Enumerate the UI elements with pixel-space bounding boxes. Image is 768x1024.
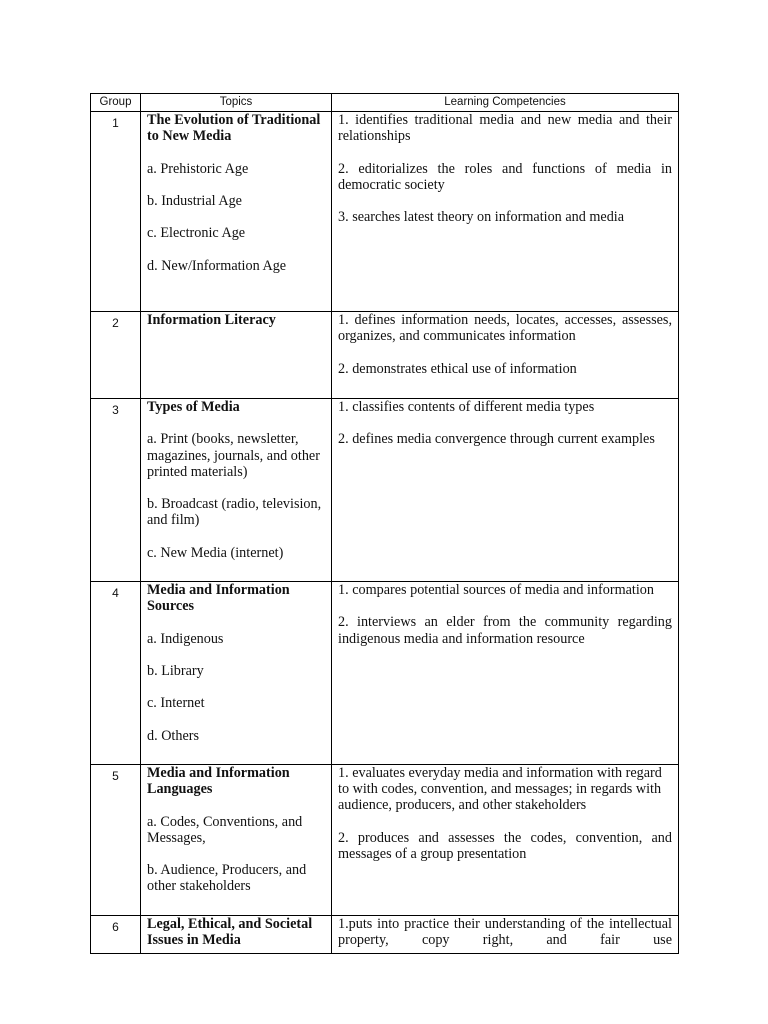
group-number: 5 <box>91 765 141 916</box>
competency-cell <box>332 582 679 765</box>
subtopic: d. New/Information Age <box>147 257 287 274</box>
competency: 2. interviews an elder from the community regarding indigenous media and information resource <box>338 614 672 647</box>
topic-title: Information Literacy <box>147 312 276 328</box>
topic-title: Legal, Ethical, and Societal Issues in Media <box>147 916 313 949</box>
competency-cell <box>332 765 679 916</box>
table-row <box>91 112 679 312</box>
competency-table <box>90 93 679 954</box>
competency: 1. defines information needs, locates, accesses, assesses, organizes, and communicates information <box>338 312 672 345</box>
topic-title: The Evolution of Traditional to New Media <box>147 112 321 145</box>
subtopic: c. New Media (internet) <box>147 544 284 561</box>
subtopic: a. Codes, Conventions, and Messages, <box>147 813 303 846</box>
competency-cell <box>332 112 679 312</box>
topic-title: Media and Information Languages <box>147 765 290 798</box>
table-header-row <box>91 94 679 112</box>
topic-cell <box>141 399 332 582</box>
table-row <box>91 399 679 582</box>
group-number: 3 <box>91 399 141 582</box>
topic-title: Media and Information Sources <box>147 582 290 615</box>
competency: 1.puts into practice their understanding of the intellectual property, copy right, and fair use <box>338 916 672 949</box>
competency-cell <box>332 399 679 582</box>
competency-cell <box>332 916 679 954</box>
topic-cell <box>141 765 332 916</box>
table-row <box>91 765 679 916</box>
subtopic: a. Print (books, newsletter, magazines, journals, and other printed materials) <box>147 431 320 480</box>
competency: 3. searches latest theory on information and media <box>338 209 625 226</box>
subtopic: a. Indigenous <box>147 630 224 647</box>
group-number: 1 <box>91 112 141 312</box>
competency-cell <box>332 312 679 399</box>
competency: 2. editorializes the roles and functions of media in democratic society <box>338 160 672 193</box>
subtopic: b. Industrial Age <box>147 192 242 209</box>
subtopic: b. Broadcast (radio, television, and film) <box>147 496 322 529</box>
table-row <box>91 582 679 765</box>
topic-cell <box>141 112 332 312</box>
header-topics: Topics <box>141 94 332 112</box>
topic-cell <box>141 312 332 399</box>
topic-cell <box>141 582 332 765</box>
group-number: 4 <box>91 582 141 765</box>
subtopic: d. Others <box>147 727 200 744</box>
subtopic: c. Electronic Age <box>147 225 246 242</box>
table-row <box>91 916 679 954</box>
competency: 1. identifies traditional media and new media and their relationships <box>338 112 672 145</box>
table-row <box>91 312 679 399</box>
header-group: Group <box>91 94 141 112</box>
competency: 2. defines media convergence through current examples <box>338 431 655 448</box>
competency: 2. demonstrates ethical use of information <box>338 360 577 377</box>
competency: 1. classifies contents of different media types <box>338 399 595 415</box>
competency: 1. evaluates everyday media and information with regard to with codes, convention, and messages; in regards with audience, producers, and other stakeholders <box>338 765 662 814</box>
topic-title: Types of Media <box>147 399 240 415</box>
competency: 1. compares potential sources of media and information <box>338 582 654 598</box>
subtopic: a. Prehistoric Age <box>147 160 249 177</box>
header-competencies: Learning Competencies <box>332 94 679 112</box>
subtopic: c. Internet <box>147 695 205 712</box>
topic-cell <box>141 916 332 954</box>
group-number: 6 <box>91 916 141 954</box>
group-number: 2 <box>91 312 141 399</box>
competency: 2. produces and assesses the codes, convention, and messages of a group presentation <box>338 829 672 862</box>
subtopic: b. Audience, Producers, and other stakeholders <box>147 862 307 895</box>
subtopic: b. Library <box>147 662 204 679</box>
